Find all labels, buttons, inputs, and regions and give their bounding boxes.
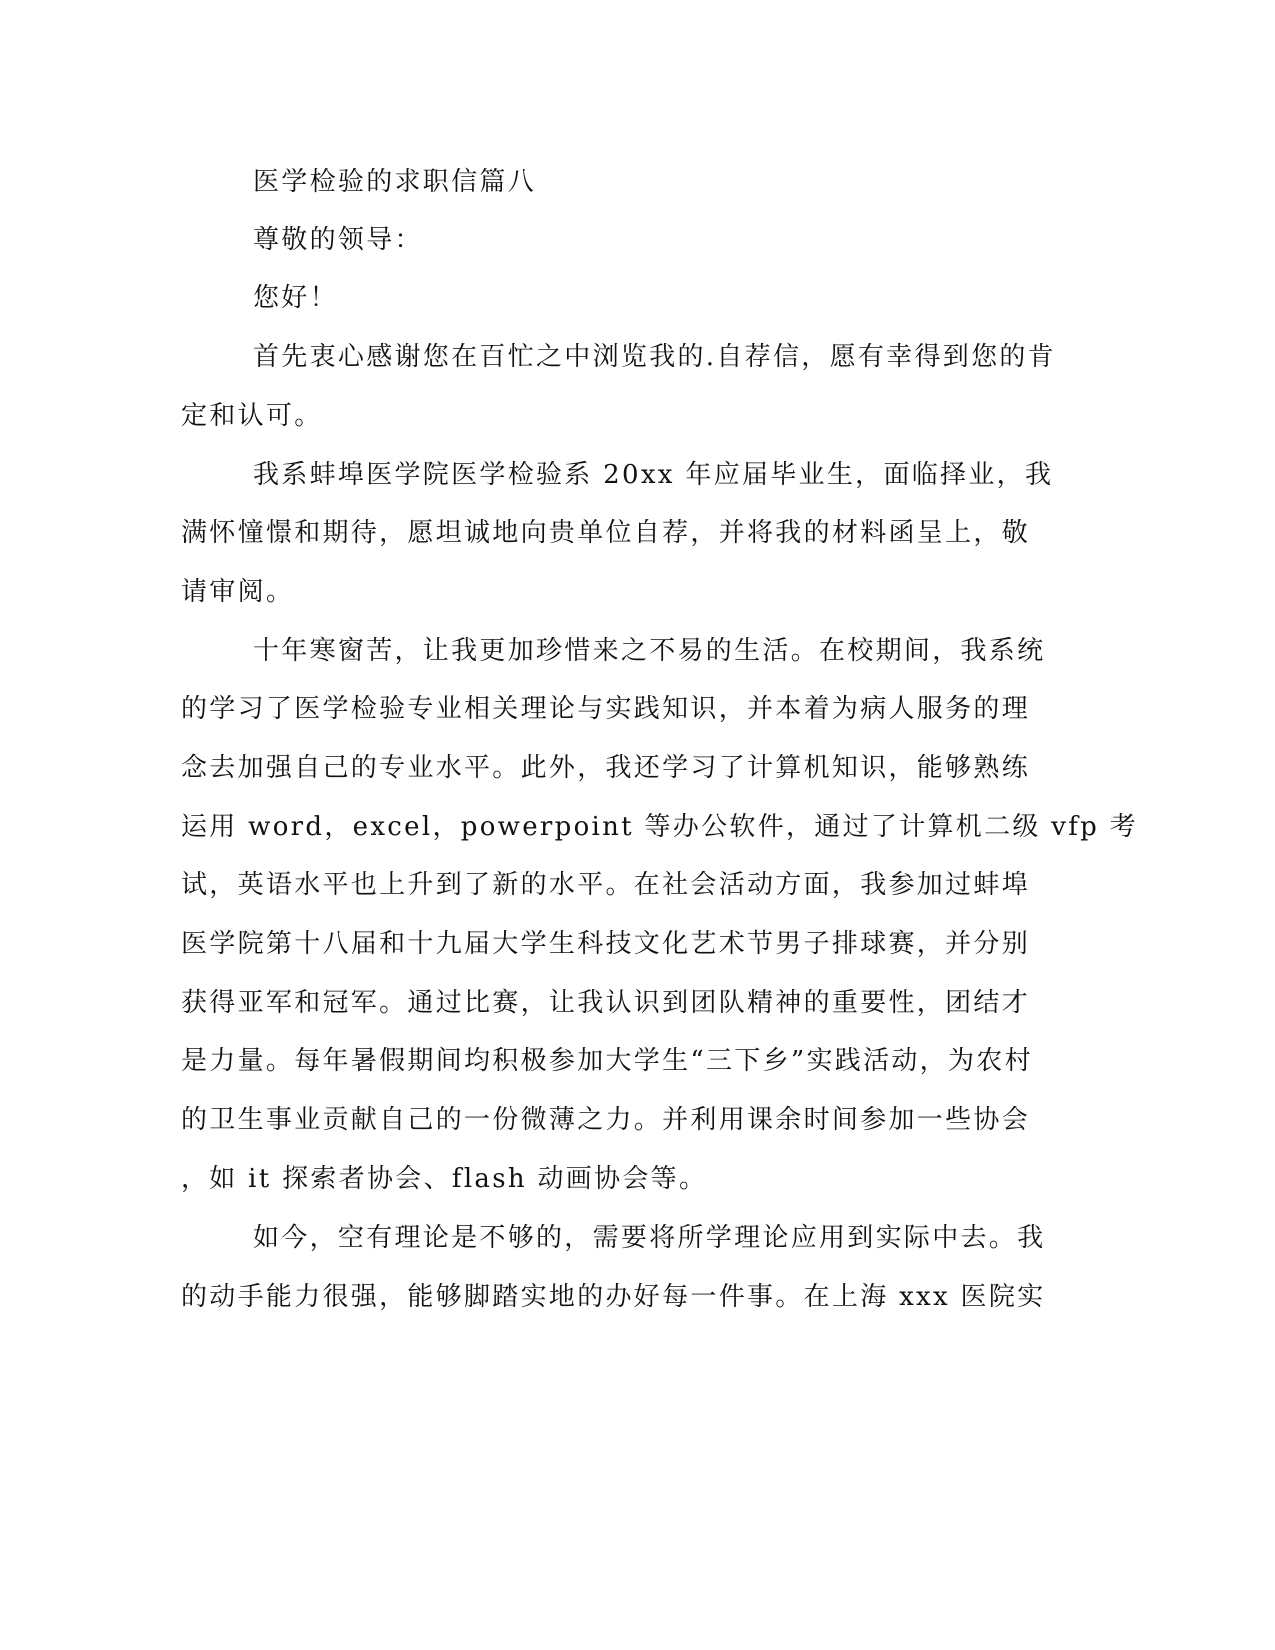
paragraph-line: 试，英语水平也上升到了新的水平。在社会活动方面，我参加过蚌埠 xyxy=(181,870,1031,900)
paragraph-line: 的卫生事业贡献自己的一份微薄之力。并利用课余时间参加一些协会 xyxy=(181,1105,1031,1135)
greeting: 您好！ xyxy=(253,283,338,313)
paragraph-line: 如今，空有理论是不够的，需要将所学理论应用到实际中去。我 xyxy=(253,1223,1046,1253)
paragraph-line: 医学院第十八届和十九届大学生科技文化艺术节男子排球赛，并分别 xyxy=(181,929,1031,959)
paragraph-line: 的学习了医学检验专业相关理论与实践知识，并本着为病人服务的理 xyxy=(181,694,1031,724)
paragraph-line: 十年寒窗苦，让我更加珍惜来之不易的生活。在校期间，我系统 xyxy=(253,636,1046,666)
paragraph-line: 定和认可。 xyxy=(181,401,323,431)
salutation: 尊敬的领导： xyxy=(253,225,423,255)
paragraph-line: 是力量。每年暑假期间均积极参加大学生“三下乡”实践活动，为农村 xyxy=(181,1046,1033,1076)
paragraph-line: 运用 word，excel，powerpoint 等办公软件，通过了计算机二级 vfp 考 xyxy=(181,812,1138,842)
paragraph-line: 念去加强自己的专业水平。此外，我还学习了计算机知识，能够熟练 xyxy=(181,753,1031,783)
paragraph-line: 的动手能力很强，能够脚踏实地的办好每一件事。在上海 xxx 医院实 xyxy=(181,1282,1046,1312)
paragraph-line: ，如 it 探索者协会、flash 动画协会等。 xyxy=(181,1164,708,1194)
paragraph-line: 请审阅。 xyxy=(181,577,295,607)
paragraph-line: 我系蚌埠医学院医学检验系 20xx 年应届毕业生，面临择业，我 xyxy=(253,460,1054,490)
paragraph-line: 首先衷心感谢您在百忙之中浏览我的.自荐信，愿有幸得到您的肯 xyxy=(253,342,1056,372)
paragraph-line: 满怀憧憬和期待，愿坦诚地向贵单位自荐，并将我的材料函呈上，敬 xyxy=(181,518,1031,548)
paragraph-line: 获得亚军和冠军。通过比赛，让我认识到团队精神的重要性，团结才 xyxy=(181,988,1031,1018)
document-title: 医学检验的求职信篇八 xyxy=(253,167,537,197)
